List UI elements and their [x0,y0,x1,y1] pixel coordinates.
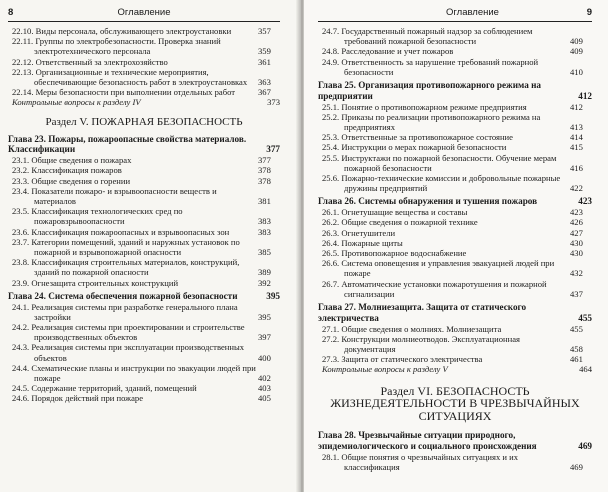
toc-entry-title: Реализация системы при разработке генерального плана застройки [31,301,238,322]
toc-block-26 [318,207,592,299]
toc-entry [318,173,592,193]
toc-entry-page: 409 [570,36,583,47]
toc-entry-title: Инструкции о мерах пожарной безопасности [341,142,507,153]
toc-entry [8,67,280,87]
toc-entry [8,57,280,67]
toc-entry [318,354,592,364]
toc-entry-title: Классификация строительных материалов, конструкций, зданий по пожарной опасности [31,257,240,278]
toc-entry [8,186,280,206]
toc-entry-number: 24.9. [322,56,340,67]
toc-entry-number: 22.12. [12,56,34,67]
toc-entry-number: 22.11. [12,36,34,47]
toc-entry-page: 363 [258,77,271,88]
toc-entry-number: 26.3. [322,227,340,238]
chapter-heading: Глава 25. Организация противопожарного режима на предприятии 412 [318,80,592,101]
left-page-header [8,6,280,22]
toc-entry-page: 422 [570,183,583,194]
toc-entry-title: Противопожарное водоснабжение [341,248,467,259]
toc-entry [318,228,592,238]
toc-entry-page: 414 [570,132,583,143]
control-questions: Контрольные вопросы к разделу V 464 [322,364,592,375]
toc-entry [8,363,280,383]
right-page [304,0,608,492]
toc-entry-number: 23.4. [12,185,30,196]
toc-entry [8,227,280,237]
toc-entry [318,324,592,334]
toc-entry-page: 378 [258,175,271,186]
toc-entry-page: 413 [570,122,583,133]
chapter-heading: Глава 28. Чрезвычайные ситуации природного, эпидемиологического и социального происхождения 469 [318,430,592,451]
toc-entry-title: Ответственные за противопожарное состояние [341,132,513,143]
toc-block-22 [8,26,280,97]
toc-entry-page: 383 [258,216,271,227]
toc-entry-page: 416 [570,162,583,173]
chapter-heading: Глава 24. Система обеспечения пожарной безопасности 395 [8,290,280,301]
toc-entry-number: 26.2. [322,217,340,228]
toc-entry-number: 26.5. [322,248,340,259]
toc-entry-number: 25.6. [322,173,340,184]
toc-entry-page: 403 [258,383,271,394]
toc-entry-title: Виды персонала, обслуживающего электроустановки [35,26,232,36]
toc-entry-page: 430 [570,248,583,259]
toc-entry [318,142,592,152]
toc-entry-number: 24.3. [12,342,30,353]
toc-block-27 [318,324,592,365]
toc-entry [318,207,592,217]
toc-entry-page: 423 [570,207,583,218]
toc-entry-title: Система оповещения и управления эвакуацией людей при пожаре [341,258,555,279]
toc-entry-page: 381 [258,196,271,207]
toc-entry-title: Классификация технологических сред по пожаровзрывоопасности [31,206,183,227]
toc-entry-title: Конструкции молниеотводов. Эксплуатационная документация [341,333,520,355]
toc-entry-number: 23.6. [12,226,30,237]
toc-entry [318,102,592,112]
toc-entry-number: 27.1. [322,323,340,334]
toc-entry-page: 455 [570,323,583,334]
toc-entry-title: Содержание территорий, зданий, помещений [31,383,197,394]
section-title: Раздел V. ПОЖАРНАЯ БЕЗОПАСНОСТЬ [45,115,243,128]
toc-block-28 [318,452,592,472]
toc-entry-number: 26.6. [322,258,340,269]
toc-entry-number: 27.2. [322,333,340,344]
toc-entry [8,302,280,322]
toc-entry-number: 23.8. [12,257,30,268]
right-page-header [318,6,592,22]
toc-entry-number: 28.1. [322,451,340,462]
toc-entry-title: Инструктажи по пожарной безопасности. Обучение мерам пожарной безопасности [341,152,557,173]
toc-entry-title: Показатели пожаро- и взрывоопасности веществ и материалов [31,185,217,207]
toc-entry [318,46,592,56]
toc-entry-page: 397 [258,332,271,343]
toc-entry-title: Общие сведения о пожарах [31,155,132,166]
chapter-heading: Глава 23. Пожары, пожароопасные свойства материалов. Классификации 377 [8,133,280,155]
toc-entry-number: 26.1. [322,207,340,218]
toc-block-23 [8,155,280,288]
toc-entry-title: Ответственность за нарушение требований пожарной безопасности [341,56,539,77]
toc-entry-page: 361 [258,56,271,67]
toc-entry [318,238,592,248]
toc-entry-page: 402 [258,373,271,384]
chapter-heading: Глава 26. Системы обнаружения и тушения пожаров 423 [318,196,592,207]
toc-entry-title: Автоматические установки пожаротушения и пожарной сигнализации [341,278,547,299]
toc-entry-number: 24.5. [12,383,30,394]
toc-entry [318,217,592,227]
toc-entry-page: 409 [570,46,583,57]
toc-entry [318,112,592,132]
toc-entry [318,248,592,258]
toc-block-24 [8,302,280,404]
toc-entry [318,57,592,77]
toc-entry-page: 405 [258,393,271,404]
running-header: Оглавление [117,7,171,18]
toc-entry-title: Реализация системы при эксплуатации производственных объектов [31,342,245,363]
toc-entry-page: 410 [570,66,583,77]
toc-entry [8,383,280,393]
toc-entry-page: 389 [258,267,271,278]
toc-entry-title: Общие понятия о чрезвычайных ситуациях и их классификация [341,451,519,472]
toc-entry-title: Классификация пожаров [31,165,122,176]
toc-entry-page: 437 [570,288,583,299]
toc-entry-title: Пожарные щиты [341,237,403,248]
toc-entry [8,342,280,362]
toc-entry [8,26,280,36]
toc-entry [318,452,592,472]
toc-entry-page: 461 [570,354,583,365]
toc-entry-title: Огнетушители [341,227,396,238]
toc-entry-number: 25.2. [322,111,340,122]
toc-entry-title: Ответственный за электрохозяйство [35,56,168,67]
left-page [0,0,300,492]
toc-entry-title: Приказы по реализации противопожарного режима на предприятиях [341,111,541,133]
toc-entry-page: 359 [258,46,271,57]
toc-entry-title: Меры безопасности при выполнении отдельных работ [35,87,236,98]
toc-entry [318,334,592,354]
toc-entry-number: 25.4. [322,142,340,153]
toc-entry-title: Огнезащита строительных конструкций [31,277,179,288]
toc-entry-number: 25.1. [322,101,340,112]
toc-entry-page: 395 [258,311,271,322]
toc-block-25 [318,102,592,194]
chapter-heading: Глава 27. Молниезащита. Защита от статического электричества 455 [318,302,592,323]
toc-entry-title: Организационные и технические мероприятия, обеспечивающие безопасность работ в электроустановках [34,66,248,88]
toc-entry-number: 24.6. [12,393,30,404]
toc-entry-page: 392 [258,277,271,288]
toc-entry-number: 24.7. [322,26,340,36]
toc-entry-page: 415 [570,142,583,153]
page-number: 9 [586,7,592,18]
section-title: Раздел VI. БЕЗОПАСНОСТЬ ЖИЗНЕДЕЯТЕЛЬНОСТИ В ЧРЕЗВЫЧАЙНЫХ СИТУАЦИЯХ [330,383,580,423]
control-questions: Контрольные вопросы к разделу IV 373 [12,97,280,108]
toc-entry-title: Группы по электробезопасности. Проверка знаний электротехнического персонала [34,36,221,57]
toc-entry-number: 22.13. [12,66,34,77]
toc-entry-number: 26.7. [322,278,340,289]
toc-entry-title: Общие сведения о горении [31,175,131,186]
toc-entry [318,132,592,142]
toc-entry-title: Общие сведения о молниях. Молниезащита [341,323,502,334]
toc-entry [8,322,280,342]
toc-entry [8,393,280,403]
toc-entry-page: 412 [570,101,583,112]
toc-entry-number: 22.14. [12,87,34,98]
toc-entry-title: Защита от статического электричества [341,354,483,365]
toc-entry-number: 27.3. [322,354,340,365]
toc-entry [8,87,280,97]
toc-entry-title: Общие сведения о пожарной технике [341,217,478,228]
toc-entry-page: 385 [258,247,271,258]
toc-entry-number: 22.10. [12,26,34,36]
page-number: 8 [8,7,14,18]
toc-entry-number: 23.5. [12,206,30,217]
toc-entry [318,258,592,278]
toc-entry-page: 432 [570,268,583,279]
toc-entry-title: Порядок действий при пожаре [31,393,144,404]
toc-entry [318,153,592,173]
toc-entry-page: 378 [258,165,271,176]
toc-entry [8,237,280,257]
toc-entry [8,36,280,56]
toc-entry-number: 24.8. [322,46,340,57]
toc-entry-number: 24.2. [12,322,30,333]
toc-entry-page: 377 [258,155,271,166]
toc-entry [318,279,592,299]
toc-entry-title: Огнетушащие вещества и составы [341,207,468,218]
toc-entry-number: 26.4. [322,237,340,248]
toc-entry-page: 430 [570,237,583,248]
running-header: Оглавление [446,7,499,18]
toc-entry-page: 367 [258,87,271,98]
toc-entry [8,206,280,226]
toc-entry-page: 458 [570,344,583,355]
toc-entry-number: 23.9. [12,277,30,288]
toc-entry-title: Расследование и учет пожаров [341,46,454,57]
toc-entry-number: 23.7. [12,236,30,247]
toc-entry-title: Схематические планы и инструкции по эвакуации людей при пожаре [31,362,256,384]
toc-entry-number: 24.4. [12,362,30,373]
toc-block-24-cont [318,26,592,77]
toc-entry-title: Пожарно-технические комиссии и добровольные пожарные дружины предприятий [341,173,561,194]
toc-entry-number: 23.3. [12,175,30,186]
toc-entry-page: 400 [258,352,271,363]
toc-entry-title: Классификация пожароопасных и взрывоопасных зон [31,226,230,237]
toc-entry-title: Категории помещений, зданий и наружных установок по пожарной и взрывопожарной опасности [31,236,240,258]
toc-entry [8,165,280,175]
toc-entry [8,176,280,186]
toc-entry [318,26,592,46]
toc-entry-number: 25.5. [322,152,340,163]
toc-entry [8,278,280,288]
toc-entry-title: Понятие о противопожарном режиме предприятия [341,101,527,112]
toc-entry [8,257,280,277]
toc-entry-page: 427 [570,227,583,238]
toc-entry-number: 24.1. [12,301,30,312]
toc-entry-page: 357 [258,26,271,36]
toc-entry [8,155,280,165]
toc-entry-page: 426 [570,217,583,228]
toc-entry-number: 25.3. [322,132,340,143]
toc-entry-number: 23.2. [12,165,30,176]
toc-entry-title: Государственный пожарный надзор за соблюдением требований пожарной безопасности [341,26,533,47]
toc-entry-page: 383 [258,226,271,237]
toc-entry-page: 469 [570,461,583,472]
toc-entry-number: 23.1. [12,155,30,166]
toc-entry-title: Реализация системы при проектировании и строительстве производственных объектов [31,322,245,343]
